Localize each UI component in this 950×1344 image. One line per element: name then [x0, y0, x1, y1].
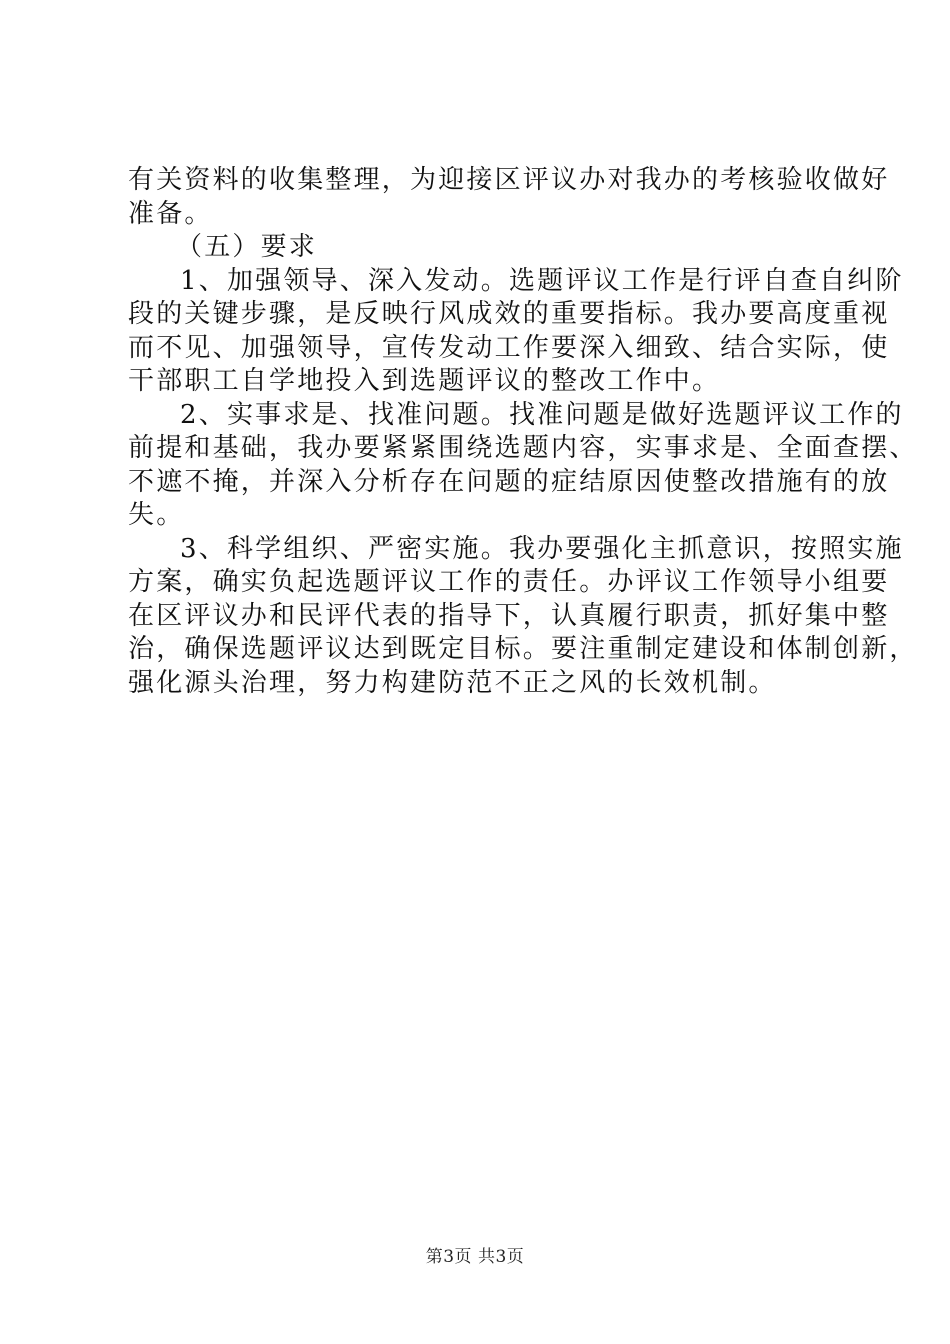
paragraph-line: 不遮不掩，并深入分析存在问题的症结原因使整改措施有的放 [128, 466, 890, 497]
paragraph-line: 段的关键步骤，是反映行风成效的重要指标。我办要高度重视 [128, 299, 890, 329]
paragraph-line: 干部职工自学地投入到选题评议的整改工作中。 [128, 366, 721, 396]
paragraph-line: 方案，确实负起选题评议工作的责任。办评议工作领导小组要 [128, 567, 890, 597]
paragraph-line: 治，确保选题评议达到既定目标。要注重制定建设和体制创新， [128, 634, 918, 664]
document-body [128, 164, 918, 700]
paragraph-line: 在区评议办和民评代表的指导下，认真履行职责，抓好集中整 [128, 600, 890, 631]
paragraph-line: 准备。 [128, 198, 213, 229]
paragraph-line: 失。 [128, 500, 185, 530]
paragraph-line: 3、科学组织、严密实施。我办要强化主抓意识，按照实施 [180, 533, 904, 564]
paragraph-line: 有关资料的收集整理，为迎接区评议办对我办的考核验收做好 [128, 165, 890, 195]
section-heading: （五）要求 [176, 232, 318, 262]
paragraph-line: 强化源头治理，努力构建防范不正之风的长效机制。 [128, 667, 777, 698]
paragraph-line: 前提和基础，我办要紧紧围绕选题内容，实事求是、全面查摆、 [128, 433, 918, 463]
paragraph-line: 而不见、加强领导，宣传发动工作要深入细致、结合实际，使 [128, 332, 890, 363]
page-number-label: 第3页 共3页 [425, 1247, 525, 1267]
paragraph-line: 2、实事求是、找准问题。找准问题是做好选题评议工作的 [180, 399, 904, 430]
paragraph-line: 1、加强领导、深入发动。选题评议工作是行评自查自纠阶 [180, 265, 904, 296]
page-footer [0, 1242, 950, 1267]
